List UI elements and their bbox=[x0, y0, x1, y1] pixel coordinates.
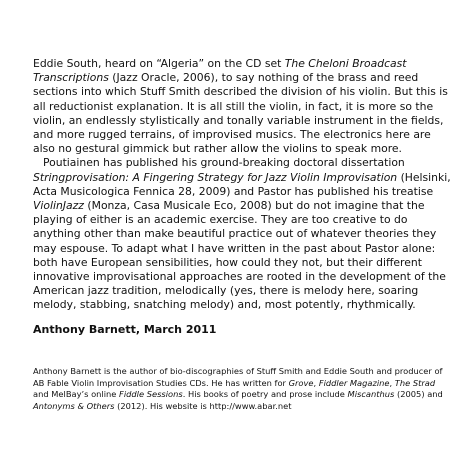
text-run: Anthony Barnett is the author of bio-discographies of Stuff Smith and Eddie South and producer of AB Fable Violin Improvisation Studies CDs. He has written for bbox=[33, 366, 443, 388]
text-run: (2005) and bbox=[394, 389, 443, 400]
text-run: Poutiainen has published his ground-breaking doctoral dissertation bbox=[43, 156, 405, 170]
text-run: , bbox=[389, 377, 395, 388]
text-run: (Helsinki, Acta Musicologica Fennica 28, 2009) and Pastor has published his treatise bbox=[33, 170, 451, 198]
italic-text-run: The Cheloni Broadcast Transcriptions bbox=[33, 57, 407, 85]
text-run: (Monza, Casa Musicale Eco, 2008) but do not imagine that the playing of either is an academic exercise. They are too creative to do anything other than make beautiful practice out of whatever theories they may espouse. To adapt what I have written in the past about Pastor alone: both have European sensibilities, how could they not, but their different innovative improvisational approaches are rooted in the development of the American jazz tradition, melodically (yes, there is melody here, soaring melody, stabbing, snatching melody) and, most potently, rhythmically. bbox=[33, 199, 446, 312]
text-run: (2012). His website is http://www.abar.net bbox=[114, 400, 292, 411]
italic-text-run: Antonyms & Others bbox=[33, 400, 115, 411]
author-signature: Anthony Barnett, March 2011 bbox=[33, 323, 217, 336]
text-run: and MelBay’s online bbox=[33, 389, 120, 400]
author-bio bbox=[33, 366, 453, 412]
italic-text-run: Fiddler Magazine bbox=[318, 377, 390, 388]
italic-text-run: Fiddle Sessions bbox=[119, 389, 183, 400]
essay-text bbox=[33, 57, 453, 313]
italic-text-run: Miscanthus bbox=[347, 389, 395, 400]
italic-text-run: Stringprovisation: A Fingering Strategy for Jazz Violin Improvisation bbox=[33, 170, 398, 184]
italic-text-run: The Strad bbox=[394, 377, 436, 388]
text-run: (Jazz Oracle, 2006), to say nothing of the brass and reed sections into which Stuff Smith described the division of his violin. But this is all reductionist explanation. It is all still the violin, in fact, it is more so the violin, an endlessly stylistically and tonally variable instrument in the fields, and more rugged terrains, of improvised musics. The electronics here are also no gestural gimmick but rather allow the violins to speak more. bbox=[33, 71, 448, 156]
italic-text-run: ViolinJazz bbox=[33, 199, 84, 213]
essay-paragraph-2 bbox=[33, 156, 453, 312]
text-run: Eddie South, heard on “Algeria” on the CD set bbox=[33, 57, 285, 70]
text-run: , bbox=[313, 377, 319, 388]
italic-text-run: Grove bbox=[288, 377, 314, 388]
essay-paragraph-1 bbox=[33, 57, 453, 156]
text-run: . His books of poetry and prose include bbox=[182, 389, 348, 400]
